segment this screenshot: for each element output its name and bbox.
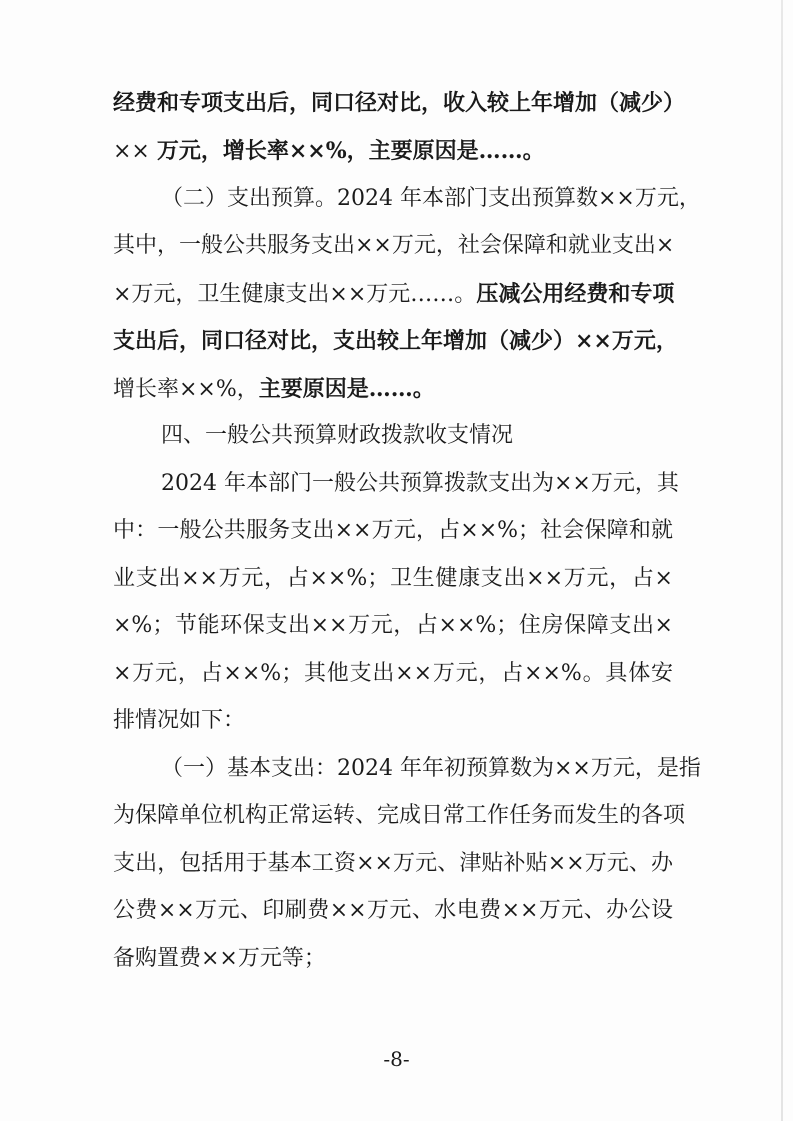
paragraph-line: [113, 659, 673, 689]
paragraph-line: [113, 279, 673, 310]
paragraph-line: [113, 564, 673, 594]
paragraph-line: [113, 611, 673, 641]
paragraph-line: [113, 944, 673, 974]
text-run: 2024 年本部门一般公共预算拨款支出为××万元，其: [161, 471, 679, 496]
paragraph-line: [113, 849, 673, 879]
paragraph-line: [161, 469, 679, 499]
text-run: 中：一般公共服务支出××万元，占××%；社会保障和就: [113, 518, 673, 543]
bold-text-run: 主要原因是……。: [258, 376, 435, 402]
bold-text-run: 支出后，同口径对比，支出较上年增加（减少）××万元，: [113, 328, 678, 354]
paragraph-line: [113, 706, 673, 736]
page-number: -8-: [383, 1047, 410, 1071]
text-run: 备购置费××万元等；: [113, 946, 326, 971]
text-run: 增长率××%，: [113, 377, 259, 402]
text-run: 业支出××万元，占××%；卫生健康支出××万元，占×: [113, 566, 673, 591]
text-run: ×万元，占××%；其他支出××万元，占××%。具体安: [113, 661, 673, 686]
text-run: 四、一般公共预算财政拨款收支情况: [161, 423, 514, 448]
bold-text-run: 压减公用经费和专项: [476, 281, 675, 307]
text-run: ××: [113, 139, 157, 164]
paragraph-line: [113, 231, 673, 261]
text-run: 为保障单位机构正常运转、完成日常工作任务而发生的各项: [113, 803, 686, 828]
paragraph-line: [113, 88, 686, 119]
text-run: ×万元，卫生健康支出××万元……。: [113, 282, 477, 307]
paragraph-line: [113, 801, 686, 831]
text-run: （一）基本支出：2024 年年初预算数为××万元，是指: [161, 756, 701, 781]
section-heading: [161, 421, 673, 451]
bold-text-run: 经费和专项支出后，同口径对比，收入较上年增加（减少）: [113, 90, 686, 116]
bold-text-run: 万元，增长率××%，主要原因是……。: [156, 138, 545, 164]
text-run: 排情况如下：: [113, 708, 246, 733]
paragraph-line: [113, 896, 673, 926]
text-run: ×%；节能环保支出××万元，占××%；住房保障支出×: [113, 613, 673, 638]
paragraph-line: [113, 374, 673, 405]
scan-edge-shadow: [781, 0, 783, 1121]
paragraph-line: [161, 184, 701, 214]
text-run: 公费××万元、印刷费××万元、水电费××万元、办公设: [113, 898, 673, 923]
paragraph-line: [161, 754, 701, 784]
paragraph-line: [113, 136, 673, 167]
text-run: 支出，包括用于基本工资××万元、津贴补贴××万元、办: [113, 851, 673, 876]
paragraph-line: [113, 516, 673, 546]
paragraph-line: [113, 326, 678, 357]
text-run: （二）支出预算。2024 年本部门支出预算数××万元，: [161, 186, 701, 211]
text-run: 其中，一般公共服务支出××万元，社会保障和就业支出×: [113, 233, 675, 258]
